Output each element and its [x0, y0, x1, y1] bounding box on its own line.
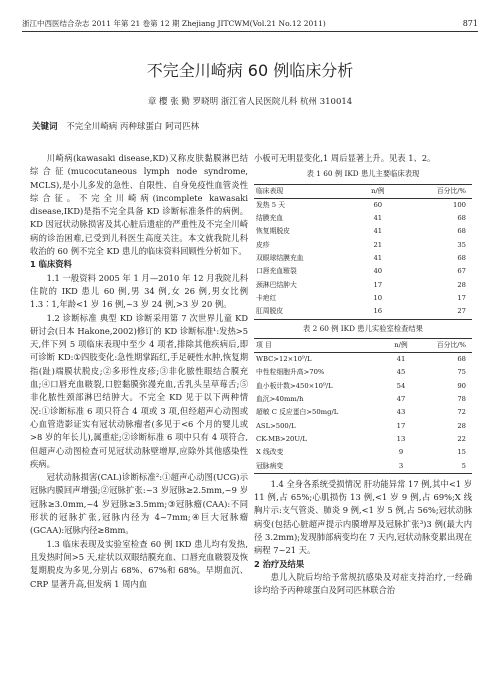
table-row [254, 380, 472, 393]
table2-header: n/例 [394, 340, 408, 349]
table2-header: 项 目 [256, 340, 272, 349]
table-cell: 发热 5 天 [256, 200, 286, 209]
table-cell: 皮疹 [256, 240, 270, 249]
intro-paragraph: 川崎病(kawasaki disease,KD)又称皮肤黏膜淋巴结综合征(mucocutaneous lymph node syndrome, MCLS),是小儿多发的急性、自限性、自身免疫性血管炎性综合征。不完全川崎病(incomplete kawasaki disease,IKD)是指不完全具备 KD 诊断标准条件的病例。KD 因冠状动脉损害及其心脏后遗症的严重性及不完全川崎病的诊治困难,已受到儿科医生高度关注。本文就我院儿科收治的 60 例不完全 KD 患儿的临床资料回顾性分析如下。 [30, 153, 248, 257]
table-cell: CK-MB>20U/L [256, 434, 307, 443]
table-cell: 41 [373, 254, 383, 263]
table-row [254, 212, 472, 225]
table1-caption: 表 1 60 例 IKD 患儿主要临床表现 [306, 169, 420, 179]
right-top-text: 小板可无明显变化,1 周后显著上升。见表 1、2。 [254, 153, 436, 163]
general-data-paragraph: 1.1 一般资料 2005 年 1 月—2010 年 12 月我院儿科住院的 IKD 患儿 60 例,男 34 例,女 26 例,男女比例 1.3∶1,年龄<1 岁 16 例,~3 岁 24 例,>3 岁 20 例。 [30, 272, 248, 310]
page-number: 871 [462, 19, 478, 28]
table-row [254, 305, 472, 319]
table-cell: 41 [396, 355, 406, 364]
table-cell: ASL>500/L [256, 421, 296, 430]
table-cell: 47 [396, 395, 406, 404]
table-cell: 67 [457, 267, 466, 276]
table-cell: X 线改变 [256, 448, 284, 457]
table-cell: 冠脉病变 [256, 461, 284, 470]
table-row [254, 252, 472, 265]
table-cell: 卡疤红 [256, 293, 277, 302]
table-cell: 15 [457, 448, 466, 457]
table-cell: 100 [453, 200, 466, 209]
table-cell: 22 [457, 434, 466, 443]
table-row [254, 353, 472, 367]
table-row [254, 420, 472, 433]
table-row [254, 460, 472, 474]
keywords-text: 不完全川崎病 丙种球蛋白 阿司匹林 [66, 122, 200, 132]
table-row [254, 446, 472, 459]
section-heading-treatment: 2 治疗及结果 [254, 558, 305, 569]
table-cell: 3 [398, 461, 404, 470]
table1-clinical-features [254, 184, 472, 320]
table-cell: 肛周脱皮 [256, 307, 284, 316]
left-column [30, 152, 248, 591]
table-row [254, 239, 472, 252]
table-cell: 17 [373, 280, 383, 289]
table-cell: 恢复期脱皮 [256, 227, 290, 236]
journal-info: 浙江中西医结合杂志 2011 年第 21 卷第 12 期 Zhejiang JITCWM(Vol.21 No.12 2011) [22, 19, 326, 28]
table-cell: 27 [457, 307, 466, 316]
table-cell: 血小板计数>450×10⁹/L [256, 381, 333, 390]
table-cell: 40 [373, 267, 383, 276]
table-cell: 结膜充血 [256, 214, 284, 223]
section-heading-clinical: 1 临床资料 [30, 259, 72, 270]
table-cell: 17 [457, 293, 466, 302]
table-cell: 21 [373, 240, 383, 249]
table-cell: 颈淋巴结肿大 [256, 280, 297, 289]
article-title: 不完全川崎病 60 例临床分析 [146, 61, 354, 80]
table2-header: 百分比/% [436, 340, 466, 349]
table-cell: 28 [457, 421, 466, 430]
table-cell: 中性粒细胞升高>70% [256, 368, 325, 377]
table-cell: 68 [457, 254, 466, 263]
systemic-damage-paragraph: 1.4 全身各系统受损情况 肝功能异常 17 例,其中<1 岁 11 例,占 65%;心肌损伤 13 例,<1 岁 9 例,占 69%;X 线胸片示:支气管炎、肺炎 9 例,<1 岁 5 例,占 56%;冠状动脉病变(包括心脏超声提示内膜增厚及冠脉扩张³)3 例(最大内径 3.2mm);发现肺部病变均在 7 天内,冠状动脉变累出现在病程 7~21 天。 [254, 478, 472, 556]
keywords-label: 关键词 [32, 122, 58, 132]
keywords-line [32, 120, 199, 132]
right-column [254, 152, 472, 598]
table-cell: 43 [396, 408, 406, 417]
table2-lab-results [254, 338, 472, 474]
table-cell: 68 [457, 227, 466, 236]
table-cell: 17 [396, 421, 406, 430]
table-row [254, 279, 472, 292]
table-cell: 60 [373, 200, 383, 209]
table-cell: WBC>12×10⁹/L [256, 355, 312, 364]
table-row [254, 393, 472, 406]
table-cell: 78 [457, 395, 466, 404]
table-cell: 口唇充血皲裂 [256, 267, 297, 276]
table-cell: 双眼球结膜充血 [256, 254, 304, 263]
author-line: 章 樱 张 勤 罗晓明 浙江省人民医院儿科 杭州 310014 [147, 97, 353, 107]
cal-criteria-paragraph: 冠状动脉损害(CAL)诊断标准²:①超声心动图(UCG)示冠脉内膜回声增强;②冠脉扩张:~3 岁冠脉≥2.5mm,~9 岁冠脉≥3.0mm,~4 岁冠脉≥3.5mm;③冠脉瘤(CAA):不同形状的冠脉扩张,冠脉内径为 4~7mm;④巨大冠脉瘤(GCAA):冠脉内径≥8mm。 [30, 472, 248, 536]
table-cell: 13 [396, 434, 406, 443]
diagnostic-criteria-paragraph: 1.2 诊断标准 典型 KD 诊断采用第 7 次世界儿童 KD 研讨会(日本 Hakone,2002)修订的 KD 诊断标准¹:发热>5 天,伴下列 5 项临床表现中至少 4 项者,排除其他疾病后,即可诊断 KD:①四肢变化:急性期掌跖红,手足硬性水肿,恢复期指(趾)端膜状脱皮;②多形性皮疹;③非化脓性眼结合膜充血;④口唇充血皲裂,口腔黏膜弥漫充血,舌乳头呈草莓舌;⑤非化脓性颈部淋巴结肿大。不完全 KD 见于以下两种情况:①诊断标准 6 项只符合 4 项或 3 项,但经超声心动图或心血管造影证实有冠状动脉瘤者(多见于<6 个月的婴儿或>8 岁的年长儿),属重症;②诊断标准 6 项中只有 4 项符合,但超声心动图检查可见冠状动脉壁增厚,应除外其他感染性疾病。 [30, 312, 248, 469]
table-row [254, 292, 472, 305]
table-cell: 41 [373, 227, 383, 236]
table-cell: 血沉>40mm/h [256, 395, 304, 404]
table-cell: 9 [398, 448, 404, 457]
table-cell: 68 [457, 355, 466, 364]
running-header [22, 17, 478, 32]
table-cell: 90 [457, 381, 466, 390]
table-cell: 16 [373, 307, 383, 316]
table-cell: 72 [457, 408, 466, 417]
table-cell: 75 [457, 368, 466, 377]
clinical-findings-paragraph: 1.3 临床表现及实验室检查 60 例 IKD 患儿均有发热,且发热时间>5 天,症状以双眼结膜充血、口唇充血皲裂及恢复期脱皮为多见,分别占 68%、67%和 68%。早期血沉、CRP 显著升高,但发病 1 周内血 [30, 538, 248, 589]
table-cell: 35 [457, 240, 466, 249]
table1-header: 百分比/% [436, 186, 466, 195]
table-row [254, 198, 472, 212]
table2-caption: 表 2 60 例 IKD 患儿实验室检查结果 [303, 323, 423, 333]
table-cell: 28 [457, 280, 466, 289]
table-cell: 5 [461, 461, 466, 470]
table1-header: n/例 [371, 186, 385, 195]
table-cell: 41 [373, 214, 383, 223]
table-cell: 68 [457, 214, 466, 223]
treatment-paragraph: 患儿入院后均给予常规抗感染及对症支持治疗,一经确诊均给予丙种球蛋白及阿司匹林联合治 [254, 571, 472, 596]
table-row [254, 366, 472, 379]
table-cell: 54 [396, 381, 406, 390]
table1-header: 临床表现 [256, 186, 284, 195]
table-row [254, 433, 472, 446]
table-row [254, 265, 472, 278]
table-cell: 45 [396, 368, 406, 377]
table-cell: 10 [373, 293, 383, 302]
table-row [254, 406, 472, 419]
table-cell: 超敏 C 反应蛋白>50mg/L [256, 408, 339, 417]
table-row [254, 225, 472, 238]
